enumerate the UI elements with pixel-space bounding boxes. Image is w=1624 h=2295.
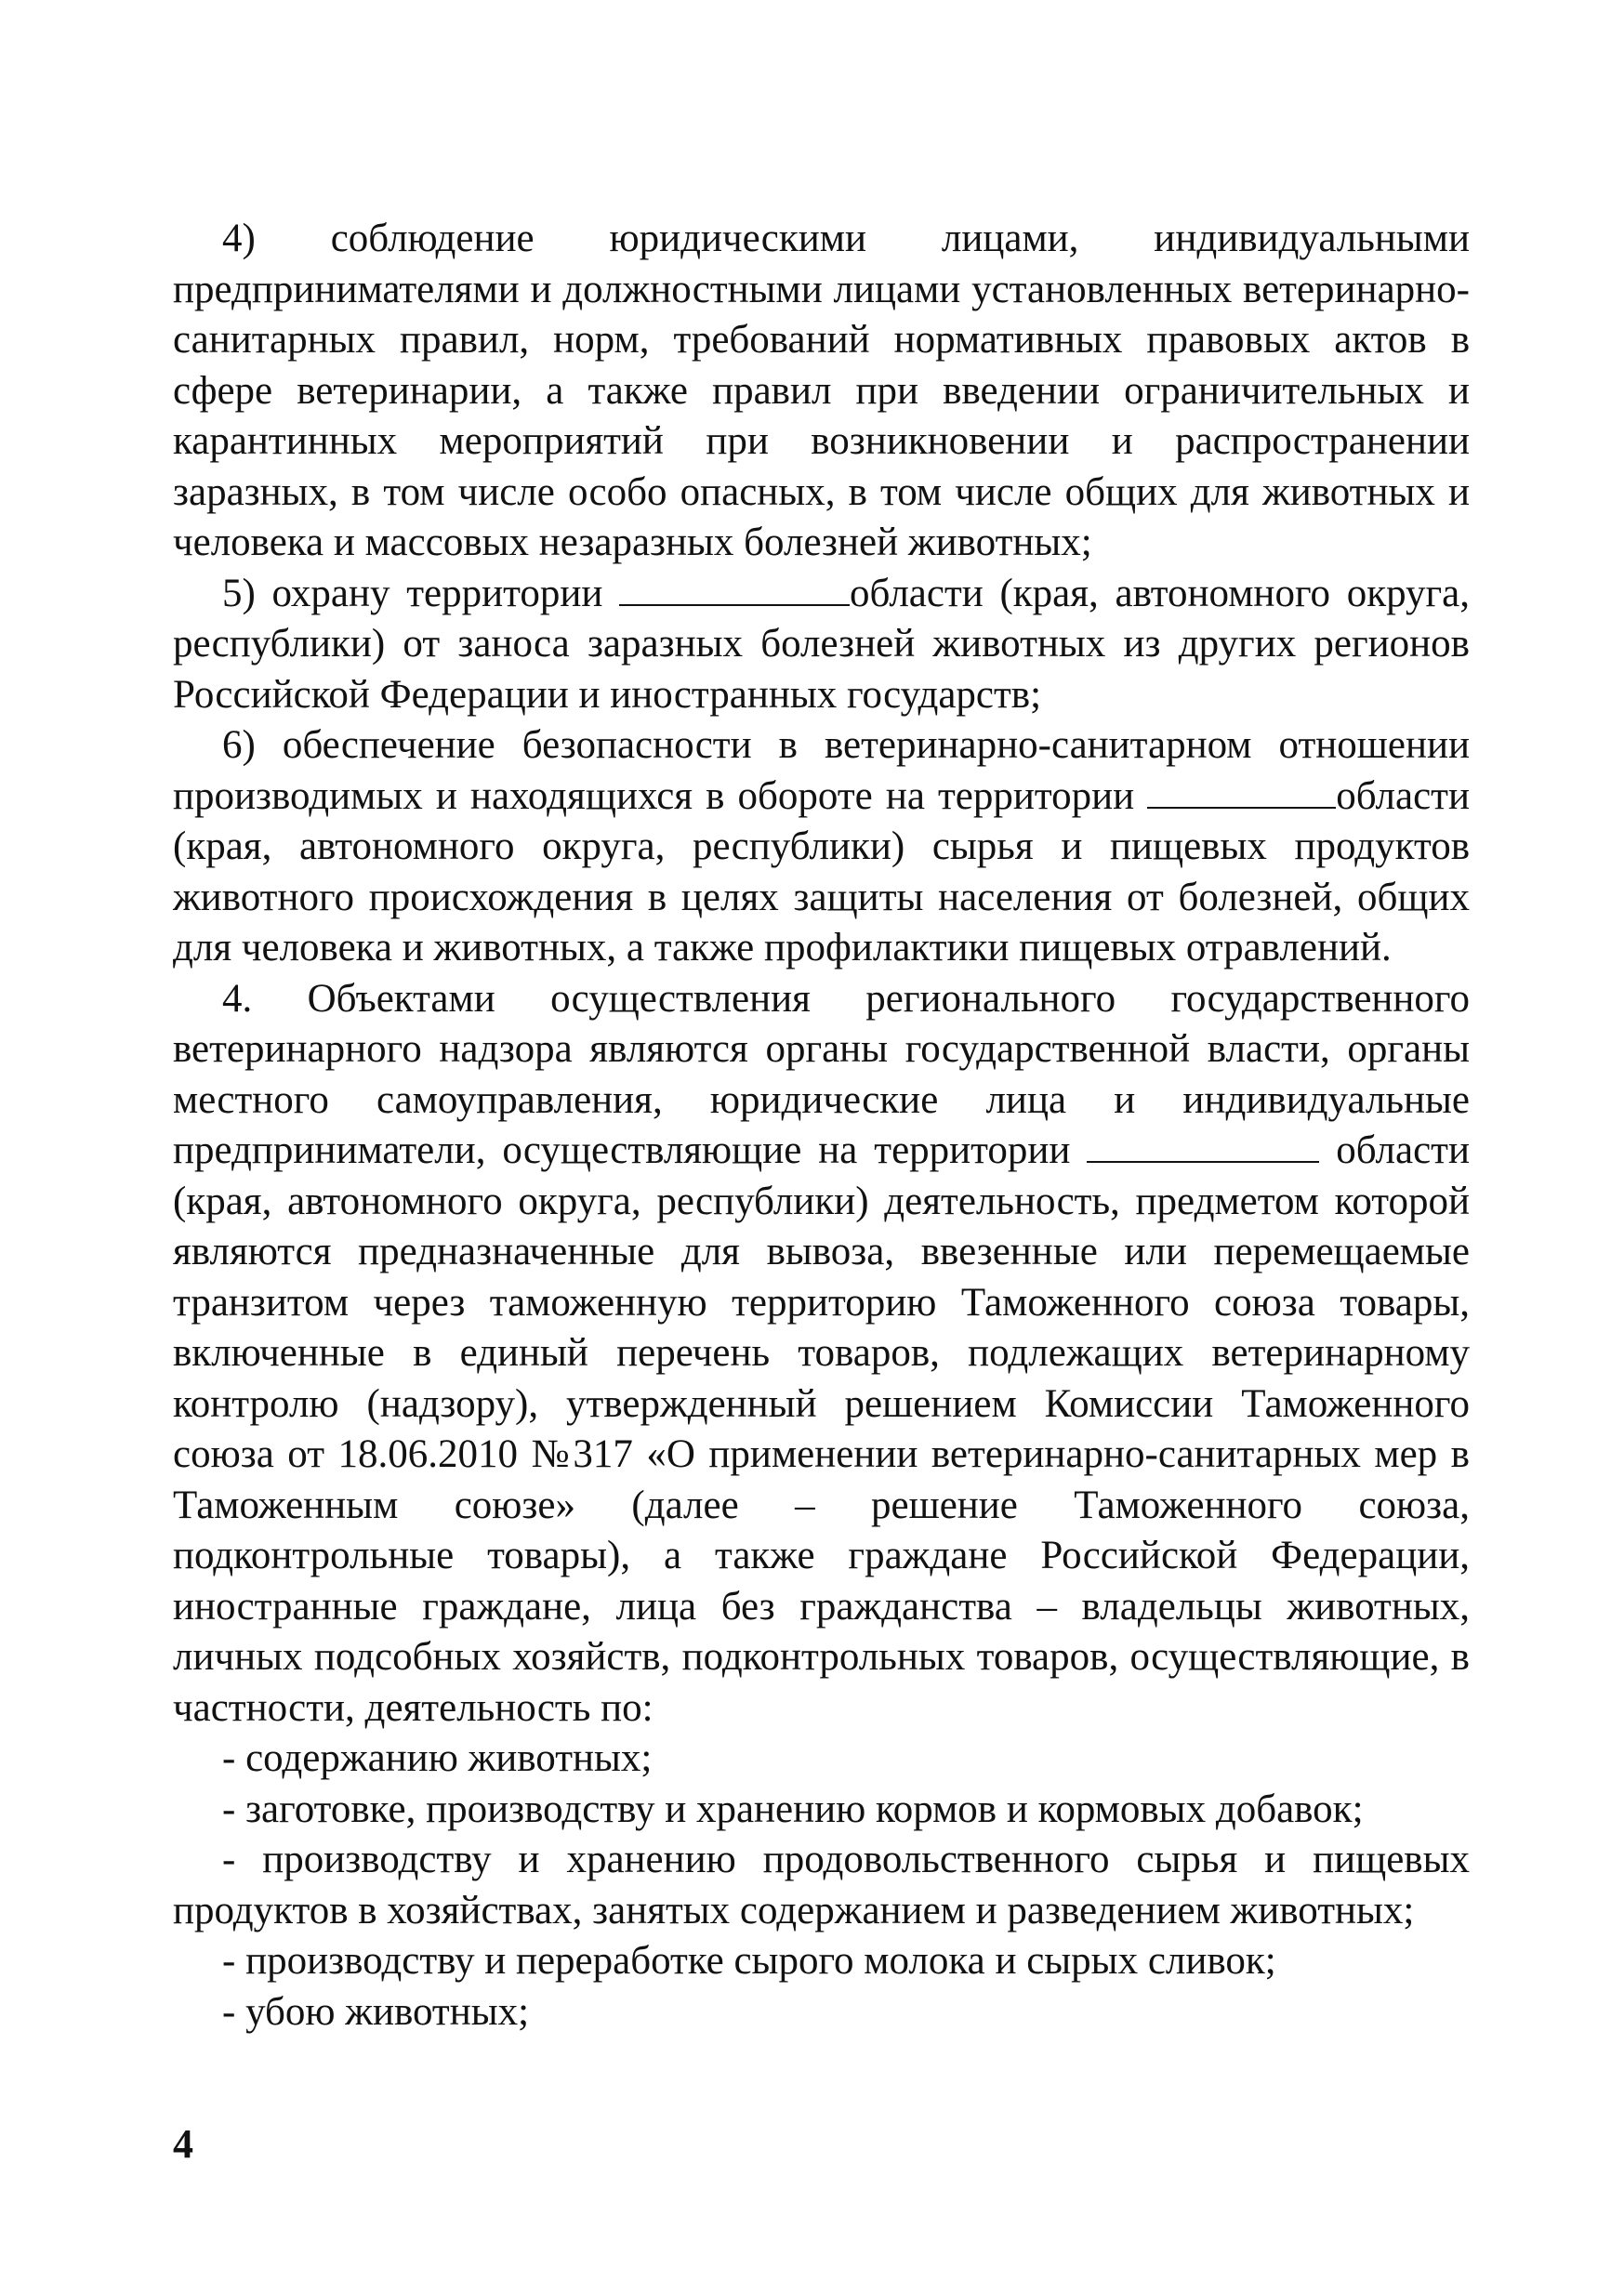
list-item	[173, 1835, 1470, 1936]
paragraph-text: области (края, автономного округа, республики) деятельность, предметом которой являются предназначенные для вывоза, ввезенные или перемещаемые транзитом через таможенную территорию Таможенного союза товары, включенные в единый перечень товаров, подлежащих ветеринарному контролю (надзору), утвержденный решением Комиссии Таможенного союза от 18.06.2010 №317 «О применении ветеринарно-санитарных мер в Таможенным союзе» (далее – решение Таможенного союза, подконтрольные товары), а также граждане Российской Федерации, иностранные граждане, лица без гражданства – владельцы животных, личных подсобных хозяйств, подконтрольных товаров, осуществляющие, в частности, деятельность по:	[173, 1128, 1470, 1730]
list-item-text: - содержанию животных;	[222, 1736, 653, 1780]
fill-in-blank-region	[1087, 1129, 1319, 1163]
paragraph-text: 4) соблюдение юридическими лицами, индивидуальными предпринимателями и должностными лицами установленных ветеринарно-санитарных правил, норм, требований нормативных правовых актов в сфере ветеринарии, а также правил при введении ограничительных и карантинных мероприятий при возникновении и распространении заразных, в том числе особо опасных, в том числе общих для животных и человека и массовых незаразных болезней животных;	[173, 217, 1470, 564]
paragraph-item-6	[173, 720, 1470, 974]
paragraph-item-4	[173, 214, 1470, 569]
list-item	[173, 1734, 1470, 1785]
fill-in-blank-region	[1147, 775, 1336, 809]
paragraph-text: области (края, автономного округа, республики) от заноса заразных болезней животных из других регионов Российской Федерации и иностранных государств;	[173, 571, 1470, 717]
page-number: 4	[173, 2121, 193, 2167]
fill-in-blank-region	[619, 573, 850, 606]
document-body	[173, 214, 1470, 2038]
list-item	[173, 1785, 1470, 1836]
list-item-text: - производству и хранению продовольственного сырья и пищевых продуктов в хозяйствах, занятых содержанием и разведением животных;	[173, 1838, 1470, 1932]
list-item	[173, 1987, 1470, 2038]
paragraph-text: 4. Объектами осуществления регионального государственного ветеринарного надзора являются органы государственной власти, органы местного самоуправления, юридические лица и индивидуальные предприниматели, осуществляющие на территории	[173, 976, 1470, 1172]
paragraph-item-5	[173, 569, 1470, 721]
paragraph-text: области (края, автономного округа, республики) сырья и пищевых продуктов животного происхождения в целях защиты населения от болезней, общих для человека и животных, а также профилактики пищевых отравлений.	[173, 773, 1470, 969]
paragraph-section-4	[173, 974, 1470, 1734]
list-item-text: - убою животных;	[222, 1989, 530, 2034]
paragraph-text: 6) обеспечение безопасности в ветеринарно-санитарном отношении производимых и находящихся в обороте на территории	[173, 723, 1470, 818]
paragraph-text: 5) охрану территории	[222, 571, 620, 615]
list-item	[173, 1936, 1470, 1987]
list-item-text: - заготовке, производству и хранению кормов и кормовых добавок;	[222, 1787, 1364, 1831]
list-item-text: - производству и переработке сырого молока и сырых сливок;	[222, 1939, 1276, 1983]
